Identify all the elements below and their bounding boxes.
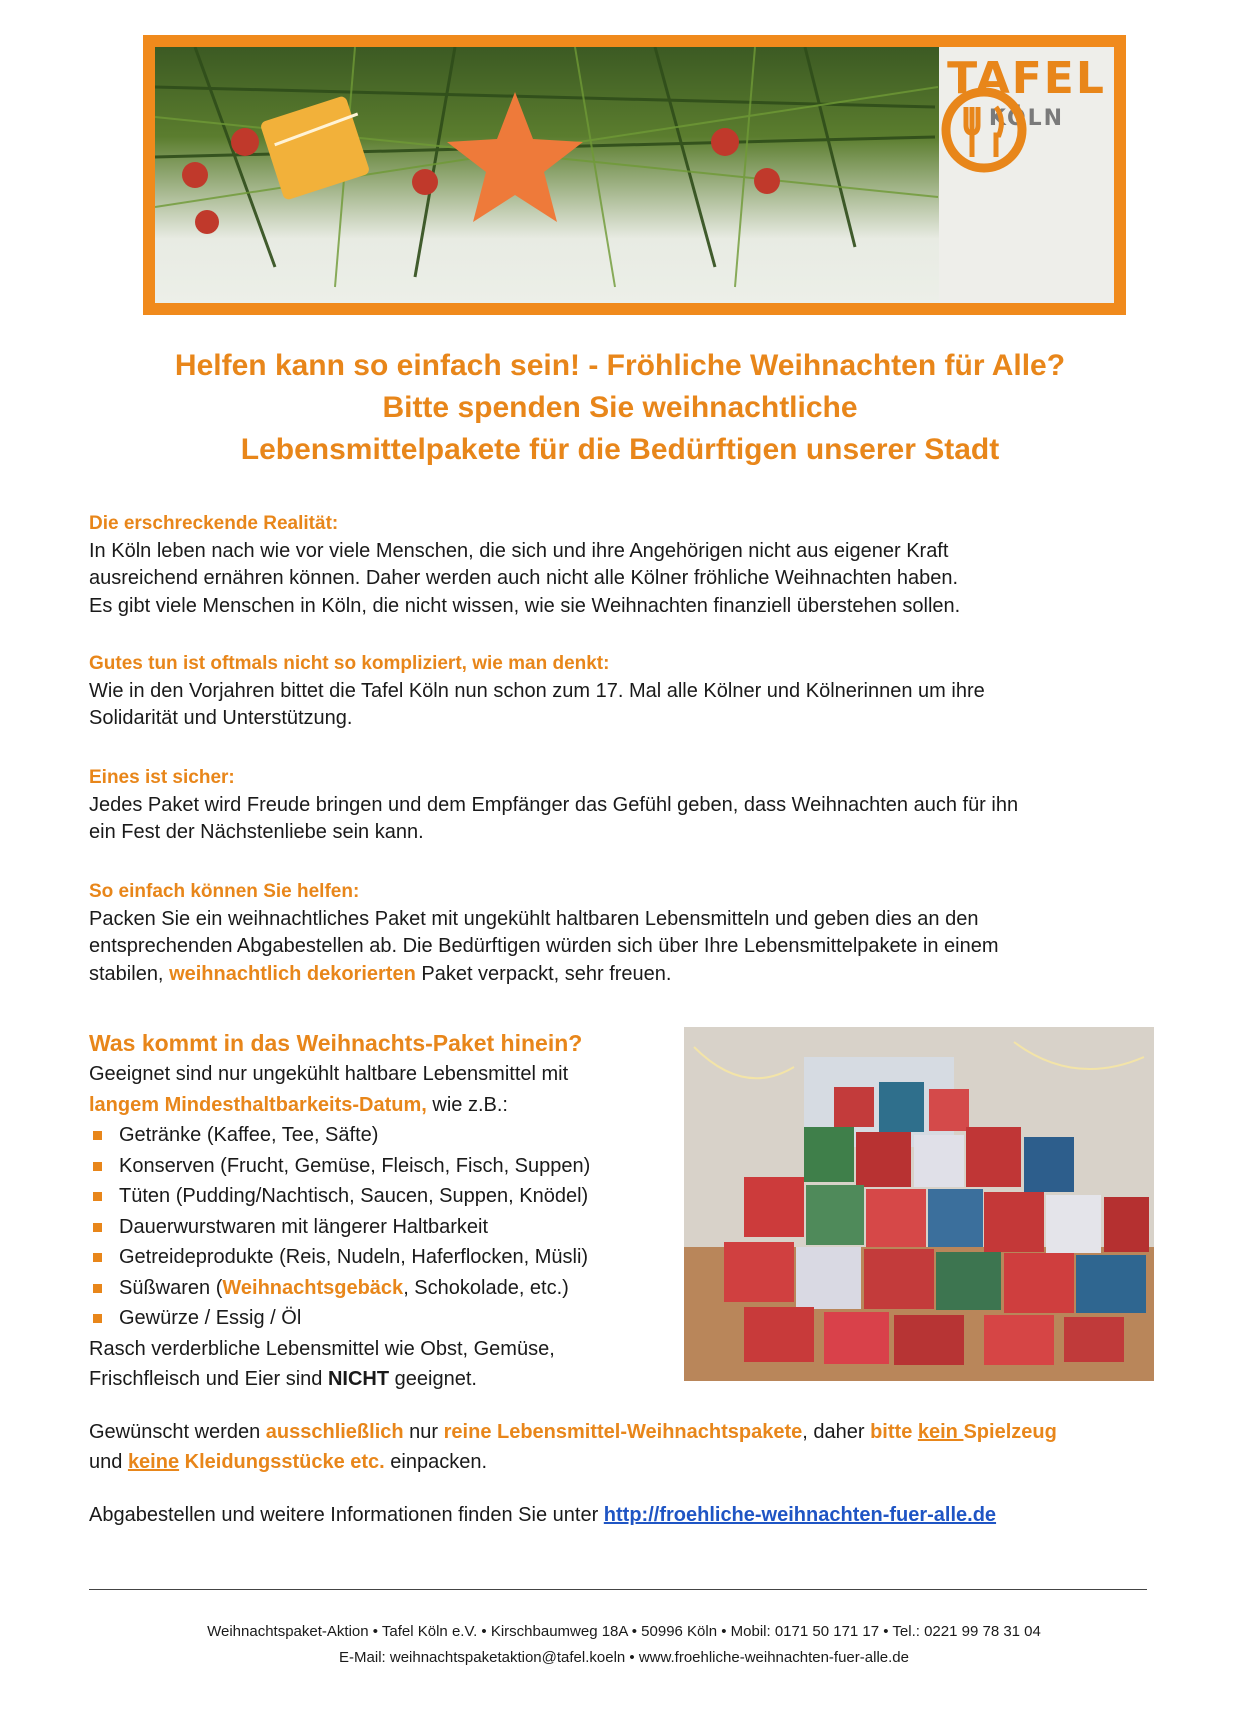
title-line-3: Lebensmittelpakete für die Bedürftigen unserer Stadt xyxy=(240,433,1000,466)
section-heading: Die erschreckende Realität: xyxy=(89,513,339,534)
paragraph-line: ausreichend ernähren können. Daher werden auch nicht alle Kölner fröhliche Weihnachten haben. xyxy=(89,567,959,589)
list-item-text: Gewürze / Essig / Öl xyxy=(119,1307,302,1329)
section-helfen xyxy=(89,878,1169,988)
text-run: geeignet. xyxy=(389,1368,477,1390)
logo-name: TAFEL xyxy=(947,53,1106,104)
paragraph-line xyxy=(89,1090,689,1121)
bullet-icon xyxy=(93,1284,102,1293)
bullet-icon xyxy=(93,1314,102,1323)
banner-image xyxy=(155,47,1114,303)
christmas-decoration-graphic xyxy=(155,47,938,303)
list-item xyxy=(89,1303,689,1334)
highlight-text: ausschließlich xyxy=(265,1421,404,1443)
paragraph-line xyxy=(89,1417,1169,1447)
highlight-text: keine xyxy=(127,1451,180,1473)
bullet-icon xyxy=(93,1253,102,1262)
highlight-text: weihnachtlich dekorierten xyxy=(169,962,416,985)
section-heading: Was kommt in das Weihnachts-Paket hinein? xyxy=(89,1030,583,1056)
highlight-text: Kleidungsstücke etc. xyxy=(179,1451,385,1473)
highlight-text: Spielzeug xyxy=(963,1421,1057,1443)
list-item-text: Getränke (Kaffee, Tee, Säfte) xyxy=(119,1124,379,1146)
section-sicher xyxy=(89,764,1169,847)
list-item xyxy=(89,1181,689,1212)
text-run: wie z.B.: xyxy=(426,1093,508,1116)
list-item xyxy=(89,1120,689,1151)
section-wish xyxy=(89,1417,1169,1477)
list-item xyxy=(89,1212,689,1243)
bullet-icon xyxy=(93,1223,102,1232)
title-line-2: Bitte spenden Sie weihnachtliche xyxy=(382,391,858,424)
website-link[interactable]: http://froehliche-weihnachten-fuer-alle.de xyxy=(603,1504,997,1526)
paragraph-line: ein Fest der Nächstenliebe sein kann. xyxy=(89,821,424,843)
gift-pile-illustration xyxy=(684,1027,1154,1381)
paragraph-line: entsprechenden Abgabestellen ab. Die Bedürftigen würden sich über Ihre Lebensmittelpakete in einem xyxy=(89,935,999,957)
list-item-text: Dauerwurstwaren mit längerer Haltbarkeit xyxy=(119,1215,489,1238)
highlight-text: kein xyxy=(917,1421,964,1443)
list-item-text: Tüten (Pudding/Nachtisch, Saucen, Suppen, Knödel) xyxy=(119,1185,589,1207)
gift-packages-photo xyxy=(684,1027,1154,1381)
list-item xyxy=(89,1242,689,1273)
tafel-koeln-logo xyxy=(939,47,1114,303)
paragraph-line xyxy=(89,961,1169,989)
text-run: einpacken. xyxy=(384,1451,488,1473)
text-run: und xyxy=(89,1451,128,1473)
highlight-text: bitte xyxy=(870,1421,918,1443)
paragraph-line: Rasch verderbliche Lebensmittel wie Obst, Gemüse, xyxy=(89,1337,555,1360)
paragraph-line: Es gibt viele Menschen in Köln, die nicht wissen, wie sie Weihnachten finanziell überstehen sollen. xyxy=(89,594,961,617)
text-run: nur xyxy=(403,1421,444,1443)
header-banner xyxy=(143,35,1126,315)
paragraph-line xyxy=(89,1502,1169,1530)
section-realitaet xyxy=(89,510,1169,620)
paragraph-line: Geeignet sind nur ungekühlt haltbare Lebensmittel mit xyxy=(89,1063,569,1085)
text-run: Paket verpackt, sehr freuen. xyxy=(415,962,672,985)
text-run: , Schokolade, etc.) xyxy=(403,1276,569,1299)
paragraph-line: Solidarität und Unterstützung. xyxy=(89,707,353,729)
list-item xyxy=(89,1273,689,1304)
section-info xyxy=(89,1502,1169,1530)
page-title xyxy=(80,345,1160,471)
logo-city: KÖLN xyxy=(988,106,1065,131)
section-paket xyxy=(89,1027,689,1395)
paragraph-line: Wie in den Vorjahren bittet die Tafel Köln nun schon zum 17. Mal alle Kölner und Kölnerinnen um ihre xyxy=(89,679,985,702)
section-heading: Eines ist sicher: xyxy=(89,767,235,788)
bullet-icon xyxy=(93,1192,102,1201)
paragraph-line xyxy=(89,1447,1169,1477)
text-run: stabilen, xyxy=(89,962,170,985)
text-run: Abgabestellen und weitere Informationen finden Sie unter xyxy=(89,1504,604,1526)
footer xyxy=(89,1619,1159,1671)
item-list xyxy=(89,1120,689,1334)
section-heading: Gutes tun ist oftmals nicht so kompliziert, wie man denkt: xyxy=(89,653,610,674)
fork-knife-icon xyxy=(939,85,1029,175)
gift-box-icon xyxy=(260,95,371,201)
section-gutes-tun xyxy=(89,650,1169,733)
highlight-text: Weihnachtsgebäck xyxy=(222,1276,404,1299)
highlight-text: reine Lebensmittel-Weihnachtspakete xyxy=(443,1421,803,1443)
section-heading: So einfach können Sie helfen: xyxy=(89,881,360,902)
list-item-text: Konserven (Frucht, Gemüse, Fleisch, Fisch, Suppen) xyxy=(119,1154,591,1177)
text-run: , daher xyxy=(802,1421,871,1443)
star-icon xyxy=(447,92,583,222)
title-line-1: Helfen kann so einfach sein! - Fröhliche Weihnachten für Alle? xyxy=(174,349,1066,382)
paragraph-line xyxy=(89,1364,689,1395)
footer-divider xyxy=(89,1589,1147,1590)
bullet-icon xyxy=(93,1131,102,1140)
list-item-text: Getreideprodukte (Reis, Nudeln, Haferflocken, Müsli) xyxy=(119,1246,589,1268)
emphasis-text: NICHT xyxy=(327,1368,390,1390)
list-item xyxy=(89,1151,689,1182)
paragraph-line: Jedes Paket wird Freude bringen und dem Empfänger das Gefühl geben, dass Weihnachten auch für ihn xyxy=(89,793,1019,816)
highlight-text: langem Mindesthaltbarkeits-Datum, xyxy=(89,1093,427,1116)
text-run: Gewünscht werden xyxy=(89,1421,266,1443)
text-run: Süßwaren ( xyxy=(119,1276,223,1299)
paragraph-line: Packen Sie ein weihnachtliches Paket mit ungekühlt haltbaren Lebensmitteln und geben dies an den xyxy=(89,907,979,930)
footer-address-line: Weihnachtspaket-Aktion • Tafel Köln e.V. • Kirschbaumweg 18A • 50996 Köln • Mobil: 0171 50 171 17 • Tel.: 0221 99 78 31 04 xyxy=(207,1623,1041,1640)
text-run: Frischfleisch und Eier sind xyxy=(89,1368,328,1390)
footer-contact-line: E-Mail: weihnachtspaketaktion@tafel.koeln • www.froehliche-weihnachten-fuer-alle.de xyxy=(339,1649,909,1666)
bullet-icon xyxy=(93,1162,102,1171)
paragraph-line: In Köln leben nach wie vor viele Menschen, die sich und ihre Angehörigen nicht aus eigener Kraft xyxy=(89,539,949,562)
